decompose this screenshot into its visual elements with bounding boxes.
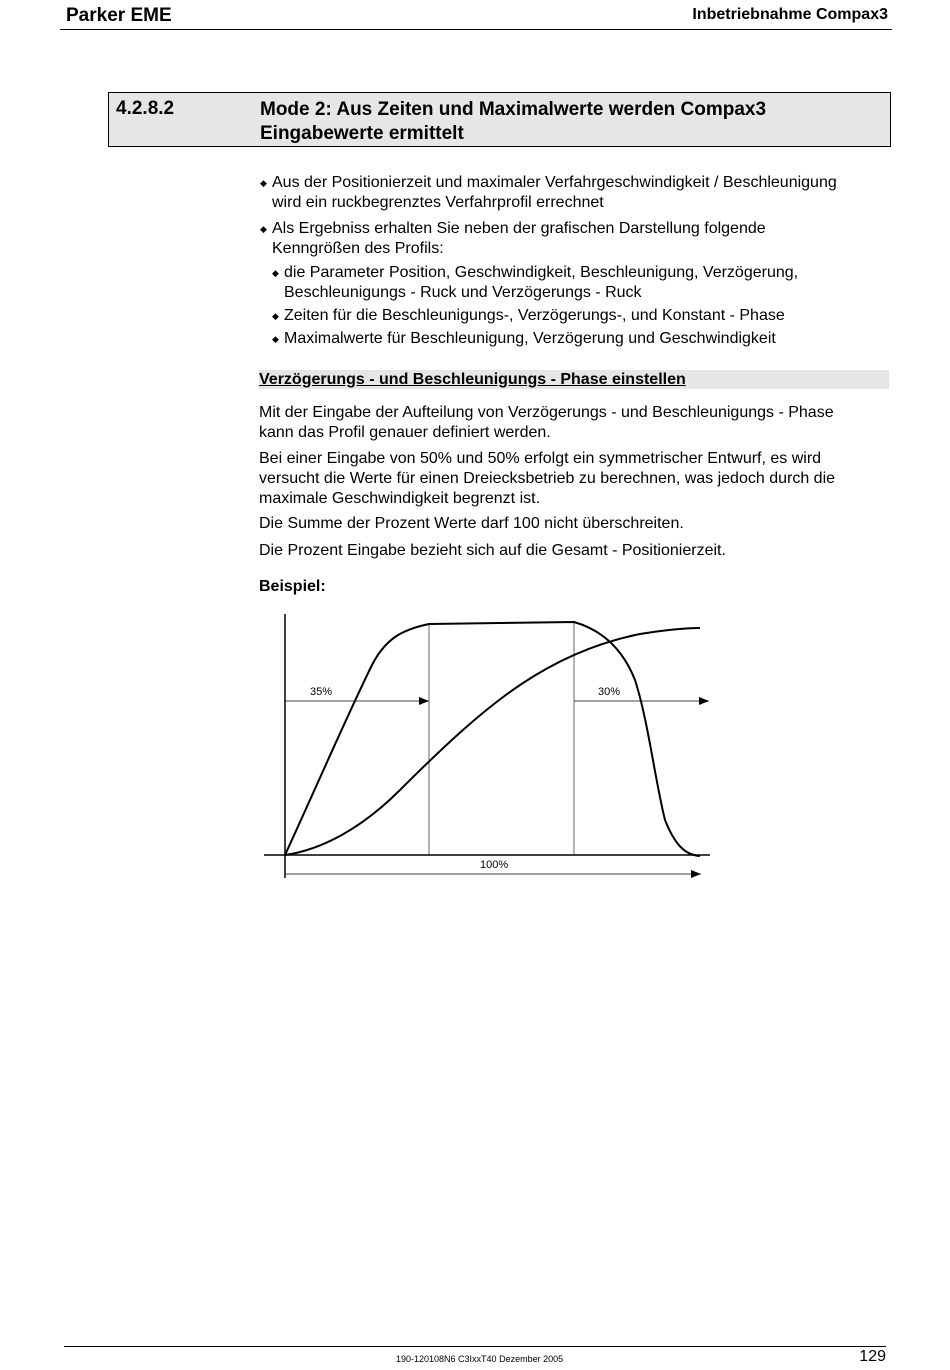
paragraph-line: Die Prozent Eingabe bezieht sich auf die Gesamt - Positionierzeit. [259, 542, 726, 559]
paragraph-line: kann das Profil genauer definiert werden. [259, 424, 551, 441]
paragraph-line: Die Summe der Prozent Werte darf 100 nicht überschreiten. [259, 515, 684, 532]
paragraph [259, 449, 891, 509]
bullet-text: Beschleunigungs - Ruck und Verzögerungs - Ruck [284, 284, 642, 301]
section-title-line1: Mode 2: Aus Zeiten und Maximalwerte werden Compax3 [260, 99, 767, 120]
footer-rule [64, 1346, 886, 1347]
sub-bullet-item [271, 329, 891, 349]
header-rule [60, 29, 892, 30]
bullet-text: ◆ die Parameter Position, Geschwindigkeit, Beschleunigung, Verzögerung, [284, 264, 799, 281]
paragraph-line: maximale Geschwindigkeit begrenzt ist. [259, 490, 541, 507]
paragraph-line: versucht die Werte für einen Dreiecksbetrieb zu berechnen, was jedoch durch die [259, 470, 836, 487]
header-manual-title: Inbetriebnahme Compax3 [692, 6, 888, 23]
footer-page-number: 129 [859, 1348, 886, 1365]
header-company: Parker EME [66, 5, 172, 26]
subheading-text: Verzögerungs - und Beschleunigungs - Phase einstellen [259, 371, 686, 388]
bullet-text: ◆ Als Ergebniss erhalten Sie neben der grafischen Darstellung folgende [272, 220, 766, 237]
decel-phase-label: 30% [598, 686, 621, 698]
section-title [260, 98, 860, 146]
bullet-text: ◆ Zeiten für die Beschleunigungs-, Verzögerungs-, und Konstant - Phase [284, 307, 785, 324]
paragraph [259, 403, 891, 443]
sub-bullet-item [271, 306, 891, 326]
bullet-text: wird ein ruckbegrenztes Verfahrprofil errechnet [272, 194, 604, 211]
section-heading [108, 92, 891, 147]
position-curve [285, 628, 700, 855]
bullet-text: Kenngrößen des Profils: [272, 240, 444, 257]
footer-document-id: 190-120108N6 C3IxxT40 Dezember 2005 [396, 1354, 564, 1364]
paragraph-line: Bei einer Eingabe von 50% und 50% erfolgt ein symmetrischer Entwurf, es wird [259, 450, 822, 467]
section-number: 4.2.8.2 [116, 98, 175, 119]
accel-phase-label: 35% [310, 686, 333, 698]
paragraph-line: Mit der Eingabe der Aufteilung von Verzögerungs - und Beschleunigungs - Phase [259, 404, 834, 421]
bullet-text: ◆ Maximalwerte für Beschleunigung, Verzögerung und Geschwindigkeit [284, 330, 776, 347]
sub-bullet-item [271, 263, 891, 303]
velocity-curve [285, 622, 700, 856]
paragraph [259, 541, 891, 561]
bullet-item [259, 173, 891, 213]
bullet-list [259, 173, 891, 349]
bullet-text: ◆ Aus der Positionierzeit und maximaler Verfahrgeschwindigkeit / Beschleunigung [272, 174, 837, 191]
section-title-line2: Eingabewerte ermittelt [260, 123, 464, 144]
subheading [259, 370, 889, 389]
motion-profile-diagram [255, 606, 715, 886]
example-label: Beispiel: [259, 578, 326, 595]
paragraph [259, 514, 891, 534]
bullet-item [259, 219, 891, 259]
total-time-label: 100% [480, 859, 509, 871]
